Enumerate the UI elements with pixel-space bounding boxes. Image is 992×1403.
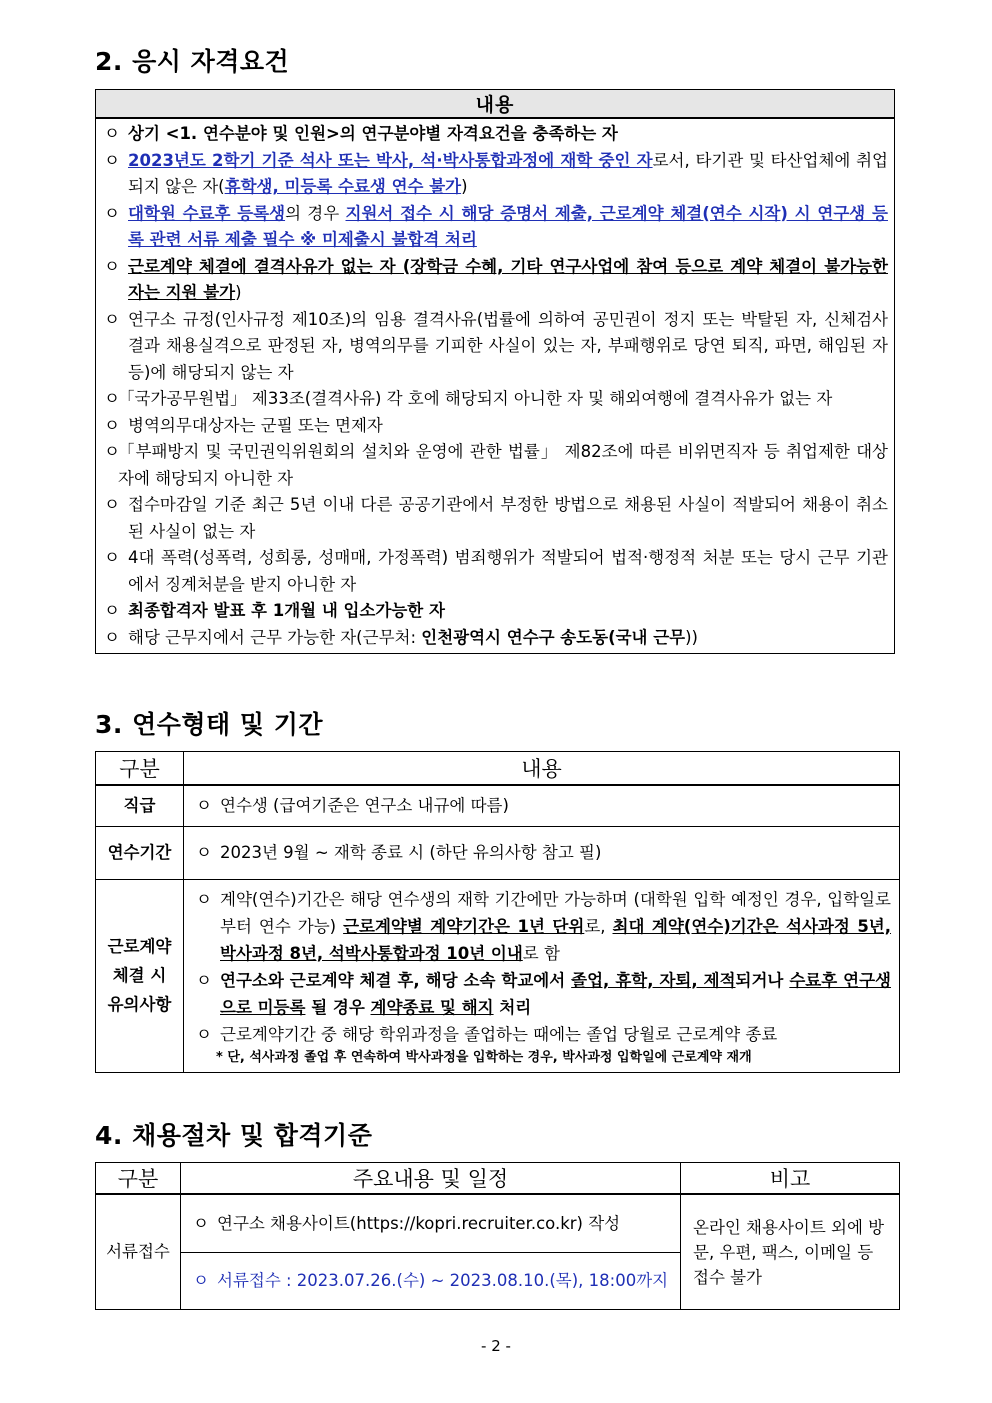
item-text: 최대 계약(연수)기간은 석사과정 5년, 박사과정 8년, 석박사통합과정 10년 이내: [220, 916, 892, 963]
row-label-notes: [96, 879, 184, 1072]
application-remark: 온라인 채용사이트 외에 방문, 우편, 팩스, 이메일 등 접수 불가: [681, 1194, 900, 1310]
procedure-col-category: 구분: [96, 1163, 181, 1195]
eligibility-table: [95, 89, 895, 654]
list-item: [104, 598, 888, 625]
bullet-mark: ㅇ: [104, 442, 120, 461]
bullet-mark: ㅇ: [104, 389, 120, 408]
item-text: 근로계약 체결에 결격사유가 없는 자 (장학금 수혜, 기타 연구사업에 참여 등으로 계약 체결이 불가능한 자는 지원 불가: [128, 256, 888, 302]
item-text: 해당 근무지에서 근무 가능한 자(근무처:: [128, 627, 422, 647]
bullet-mark: ㅇ: [193, 1271, 209, 1290]
item-text: 상기 <1. 연수분야 및 인원>의 연구분야별 자격요건을 충족하는 자: [128, 124, 618, 143]
item-text: 되거나: [735, 970, 790, 990]
item-text: 로서, 타기관 및 타산업체에 취업되지 않은 자(: [128, 150, 888, 196]
application-period-cell: [181, 1253, 681, 1310]
item-text: 병역의무대상자는 군필 또는 면제자: [128, 415, 383, 435]
item-text: ): [461, 177, 468, 196]
item-text: 의 경우: [285, 203, 346, 223]
bullet-mark: ㅇ: [104, 203, 120, 223]
eligibility-list: [96, 118, 895, 654]
item-text: 근로계약기간 중 해당 학위과정을 졸업하는 때에는 졸업 당월로 근로계약 종료: [220, 1024, 778, 1044]
item-text: 계약종료 및 해지: [370, 997, 494, 1017]
bullet-mark: ㅇ: [104, 601, 120, 620]
section2-heading: 2. 응시 자격요건: [95, 47, 290, 76]
bullet-mark: ㅇ: [104, 495, 120, 514]
row-label-period: 연수기간: [96, 826, 184, 879]
item-text: 계약(연수)기간은 해당 연수생의 재학 기간에만 가능하며 (대학원 입학 예정인 경우, 입학일로부터 연수 가능): [220, 889, 891, 936]
section3-heading: 3. 연수형태 및 기간: [95, 710, 324, 739]
item-text: 연구소와 근로계약 체결 후, 해당 소속 학교에서: [220, 970, 572, 990]
list-item: [196, 886, 891, 967]
notes-list: [196, 886, 891, 1048]
training-col-content: 내용: [184, 752, 900, 786]
bullet-mark: ㅇ: [196, 970, 212, 990]
row-content-period: [184, 826, 900, 879]
bullet-mark: ㅇ: [104, 548, 120, 567]
item-text: 처리: [493, 997, 532, 1017]
notes-footnote: * 단, 석사과정 졸업 후 연속하여 박사과정을 입학하는 경우, 박사과정 입학일에 근로계약 재개: [216, 1049, 752, 1065]
application-site-text: 연구소 채용사이트(https://kopri.recruiter.co.kr) 작성: [217, 1213, 621, 1233]
item-text: 로,: [584, 916, 613, 936]
item-text: 연구소 규정(인사규정 제10조)의 임용 결격사유(법률에 의하여 공민권이 정지 또는 박탈된 자, 신체검사 결과 채용실격으로 판정된 자, 병역의무를 기피한 사실이 있는 자, 부패행위로 당연 퇴직, 파면, 해임된 자 등)에 해당되지 않는 자: [128, 309, 888, 382]
list-item: [104, 386, 888, 413]
item-text: 수료후 연구생으로 미등록: [220, 970, 891, 1017]
list-item: [104, 121, 888, 148]
bullet-mark: ㅇ: [196, 889, 212, 909]
list-item: [104, 413, 888, 440]
bullet-mark: ㅇ: [104, 124, 120, 143]
page-number: - 2 -: [481, 1337, 511, 1355]
item-text: )): [685, 627, 698, 647]
item-text: 접수마감일 기준 최근 5년 이내 다른 공공기관에서 부정한 방법으로 채용된 사실이 적발되어 채용이 취소된 사실이 없는 자: [128, 495, 888, 541]
list-item: [104, 492, 888, 545]
item-text: 될 경우: [305, 997, 371, 1017]
item-text: 「부패방지 및 국민권익위원회의 설치와 운영에 관한 법률」 제82조에 따른 비위면직자 등 취업제한 대상자에 해당되지 아니한 자: [118, 442, 888, 488]
list-item: [104, 148, 888, 201]
list-item: [104, 439, 888, 492]
period-text: 2023년 9월 ~ 재학 종료 시 (하단 유의사항 참고 필): [220, 843, 602, 862]
notes-label-line: 체결 시: [112, 966, 167, 985]
item-text: 휴학생, 미등록 수료생 연수 불가: [224, 177, 462, 196]
item-text: 최종합격자 발표 후 1개월 내 입소가능한 자: [128, 601, 445, 620]
training-table: [95, 751, 900, 1073]
procedure-col-remark: 비고: [681, 1163, 900, 1195]
list-item: [104, 307, 888, 387]
application-period-text: 서류접수 : 2023.07.26.(수) ~ 2023.08.10.(목), 18:00까지: [217, 1271, 669, 1290]
list-item: [196, 967, 891, 1021]
item-text: 근로계약별 계약기간은 1년 단위: [343, 916, 585, 936]
item-text: 대학원 수료후 등록생: [128, 203, 286, 223]
list-item: [104, 254, 888, 307]
procedure-table: [95, 1162, 900, 1310]
list-item: [104, 625, 888, 652]
bullet-mark: ㅇ: [196, 1024, 212, 1044]
item-text: 인천광역시 연수구 송도동(국내 근무: [421, 627, 686, 647]
item-text: ): [235, 283, 242, 302]
list-item: [104, 201, 888, 254]
training-col-category: 구분: [96, 752, 184, 786]
row-label-application: 서류접수: [96, 1194, 181, 1310]
bullet-mark: ㅇ: [196, 843, 212, 862]
list-item: [196, 1021, 891, 1048]
bullet-mark: ㅇ: [193, 1213, 209, 1233]
section4-heading: 4. 채용절차 및 합격기준: [95, 1121, 373, 1150]
row-content-rank: [184, 785, 900, 826]
row-content-notes: [184, 879, 900, 1072]
bullet-mark: ㅇ: [104, 150, 120, 170]
item-text: 4대 폭력(성폭력, 성희롱, 성매매, 가정폭력) 범죄행위가 적발되어 법적·행정적 처분 또는 당시 근무 기관에서 징계처분을 받지 아니한 자: [128, 548, 888, 594]
item-text: 로 함: [522, 943, 560, 963]
item-text: 지원서 접수 시 해당 증명서 제출, 근로계약 체결(연수 시작) 시 연구생 등록 관련 서류 제출 필수 ※ 미제출시 불합격 처리: [128, 203, 888, 249]
notes-label-line: 유의사항: [107, 995, 172, 1014]
bullet-mark: ㅇ: [104, 256, 120, 276]
item-text: 「국가공무원법」 제33조(결격사유) 각 호에 해당되지 아니한 자 및 해외여행에 결격사유가 없는 자: [118, 389, 833, 408]
bullet-mark: ㅇ: [104, 627, 120, 647]
item-text: 졸업, 휴학, 자퇴, 제적: [571, 970, 736, 990]
list-item: [104, 545, 888, 598]
rank-text: 연수생 (급여기준은 연구소 내규에 따름): [220, 796, 509, 816]
bullet-mark: ㅇ: [104, 309, 120, 329]
application-site-cell: [181, 1194, 681, 1253]
bullet-mark: ㅇ: [104, 415, 120, 435]
notes-label-line: 근로계약: [107, 937, 172, 956]
row-label-rank: 직급: [96, 785, 184, 826]
procedure-col-content: 주요내용 및 일정: [181, 1163, 681, 1195]
item-text: 2023년도 2학기 기준 석사 또는 박사, 석·박사통합과정에 재학 중인 자: [128, 150, 653, 170]
bullet-mark: ㅇ: [196, 796, 212, 816]
eligibility-table-header: 내용: [96, 90, 895, 119]
